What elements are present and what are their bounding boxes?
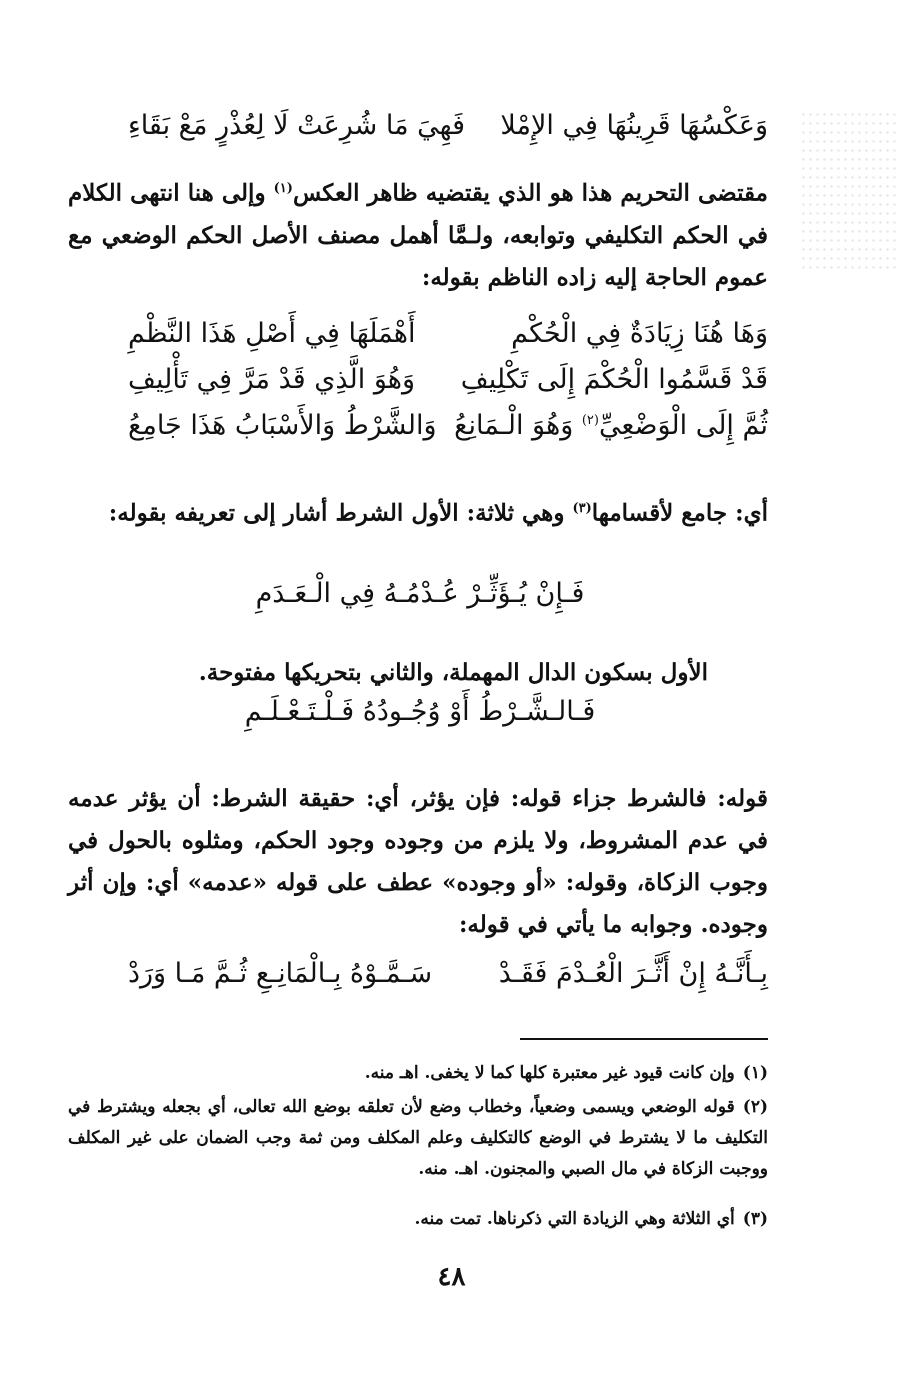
page-number: ٤٨ [437, 1262, 466, 1292]
footnote-ref-2[interactable]: (٢) [581, 413, 599, 428]
paragraph-2 [68, 488, 768, 535]
footnote-2-text: قوله الوضعي ويسمى وضعياً، وخطاب وضع لأن تعلقه بوضع الله تعالى، أي بجعله ويشترط في التكليف ما لا يشترط في الوضع كالتكليف وعلم المكلف ومن ثمة وجب الضمان على غير المكلف ووجبت الزكاة في مال الصبي والمجنون. اهـ. منه. [68, 1097, 768, 1179]
footnote-separator [520, 1038, 768, 1040]
footnote-ref-1[interactable]: (١) [273, 181, 293, 196]
verse-single-1: فَـإِنْ يُـؤَثِّـرْ عُـدْمُـهُ فِي الْـعَـدَمِ [255, 578, 585, 609]
verse-bottom-right: بِـأَنَّـهُ إِنْ أَثَّـرَ الْعُـدْمَ فَقَـدْ [498, 958, 768, 989]
footnote-3-number: (٣) [742, 1209, 768, 1229]
paragraph-1-text-a: مقتضى التحريم هذا هو الذي يقتضيه ظاهر العكس [292, 179, 768, 207]
verse-3-right [454, 410, 768, 441]
verse-2-right: قَدْ قَسَّمُوا الْحُكْمَ إِلَى تَكْلِيفِ [460, 364, 768, 395]
verse-1-left: أَهْمَلَهَا فِي أَصْلِ هَذَا النَّظْمِ [128, 318, 416, 349]
verse-3-left: وَالشَّرْطُ وَالأَسْبَابُ هَذَا جَامِعُ [128, 410, 437, 441]
footnote-3 [68, 1204, 768, 1235]
scan-speckle [800, 110, 900, 270]
paragraph-1-text-b: وإلى هنا انتهى الكلام في الحكم التكليفي وتوابعه، ولـمَّا أهمل مصنف الأصل الحكم الوضعي مع عموم الحاجة إليه زاده الناظم بقوله: [68, 179, 768, 291]
footnote-1-text: وإن كانت قيود غير معتبرة كلها كما لا يخفى. اهـ منه. [364, 1063, 735, 1083]
verse-top-left: فَهِيَ مَا شُرِعَتْ لَا لِعُذْرٍ مَعْ بَقَاءِ [128, 110, 465, 141]
paragraph-2-text-b: وهي ثلاثة: الأول الشرط أشار إلى تعريفه بقوله: [108, 499, 573, 527]
footnote-1-number: (١) [742, 1063, 768, 1083]
verse-single-2: فَـالـشَّـرْطُ أَوْ وُجُـودُهُ فَـلْـتَـعْـلَـمِ [244, 696, 596, 727]
verse-bottom-left: سَـمَّـوْهُ بِـالْمَانِـعِ ثُـمَّ مَـا وَرَدْ [128, 958, 433, 989]
footnote-1 [68, 1058, 768, 1089]
paragraph-3: الأول بسكون الدال المهملة، والثاني بتحريكها مفتوحة. [198, 659, 708, 686]
footnote-2 [68, 1092, 768, 1185]
paragraph-1 [68, 168, 768, 299]
verse-3-right-b: وَهُوَ الْـمَانِعُ [454, 410, 582, 441]
verse-top-right: وَعَكْسُهَا قَرِينُهَا فِي الإِمْلا [500, 110, 768, 141]
verse-2-left: وَهُوَ الَّذِي قَدْ مَرَّ فِي تَأْلِيفِ [128, 364, 416, 395]
verse-1-right: وَهَا هُنَا زِيَادَةٌ فِي الْحُكْمِ [511, 318, 768, 349]
footnote-2-number: (٢) [742, 1097, 768, 1117]
paragraph-4: قوله: فالشرط جزاء قوله: فإن يؤثر، أي: حقيقة الشرط: أن يؤثر عدمه في عدم المشروط، ولا يلزم من وجوده وجود الحكم، ومثلوه بالحول في وجوب الزكاة، وقوله: «أو وجوده» عطف على قوله «عدمه» أي: وإن أثر وجوده. وجوابه ما يأتي في قوله: [68, 785, 768, 938]
footnote-3-text: أي الثلاثة وهي الزيادة التي ذكرناها. تمت منه. [414, 1209, 735, 1229]
paragraph-2-text-a: أي: جامع لأقسامها [591, 499, 768, 527]
verse-3-right-a: ثُمَّ إِلَى الْوَضْعِيِّ [598, 410, 768, 441]
footnote-ref-3[interactable]: (٣) [572, 501, 592, 516]
